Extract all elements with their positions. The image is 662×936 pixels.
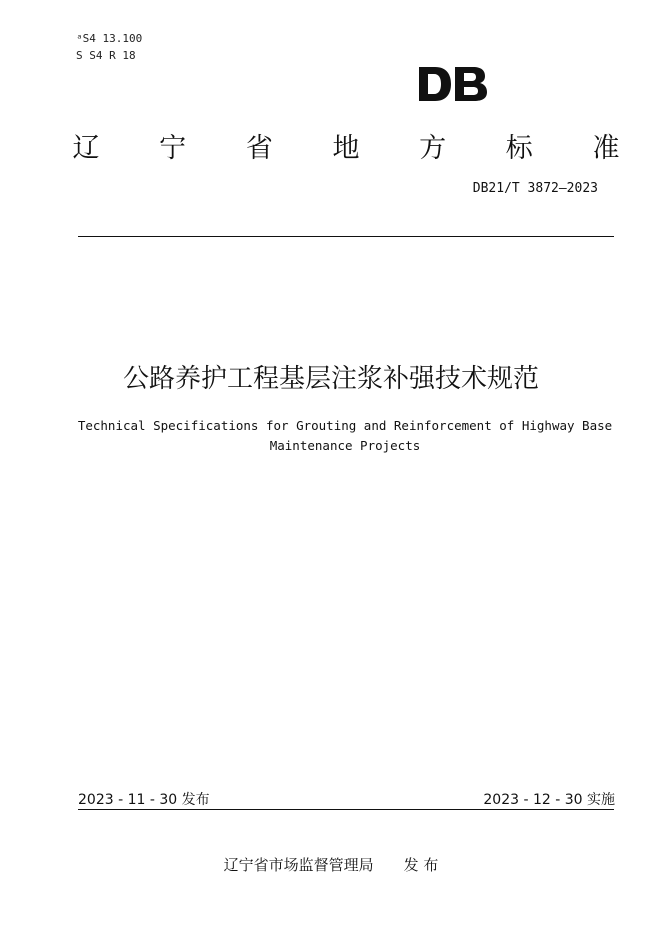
province-standard-heading xyxy=(70,126,622,165)
title-english-line1: Technical Specifications for Grouting and Reinforcement of Highway Base xyxy=(77,418,613,433)
issuer-name: 辽宁省市场监督管理局 xyxy=(223,856,374,874)
ccs-code: S S4 R 18 xyxy=(76,49,136,62)
province-char: 标 xyxy=(505,133,533,164)
standard-number: DB21/T 3872—2023 xyxy=(472,181,598,196)
issuer-action: 发 布 xyxy=(403,856,439,874)
province-char: 地 xyxy=(332,133,360,164)
top-divider xyxy=(78,236,614,237)
bottom-divider xyxy=(78,809,614,810)
province-char: 辽 xyxy=(72,133,100,164)
ics-code: ᵃS4 13.100 xyxy=(76,32,143,45)
db-logo xyxy=(417,66,489,102)
province-char: 准 xyxy=(592,133,620,164)
province-char: 宁 xyxy=(159,133,187,164)
publish-date: 2023 - 11 - 30 发布 xyxy=(78,792,210,808)
province-char: 省 xyxy=(245,133,273,164)
province-char: 方 xyxy=(419,133,447,164)
issuer-line xyxy=(0,854,662,875)
title-chinese: 公路养护工程基层注浆补强技术规范 xyxy=(122,364,539,394)
title-english xyxy=(60,416,630,456)
title-english-line2: Maintenance Projects xyxy=(269,438,421,453)
implement-date: 2023 - 12 - 30 实施 xyxy=(483,792,615,808)
